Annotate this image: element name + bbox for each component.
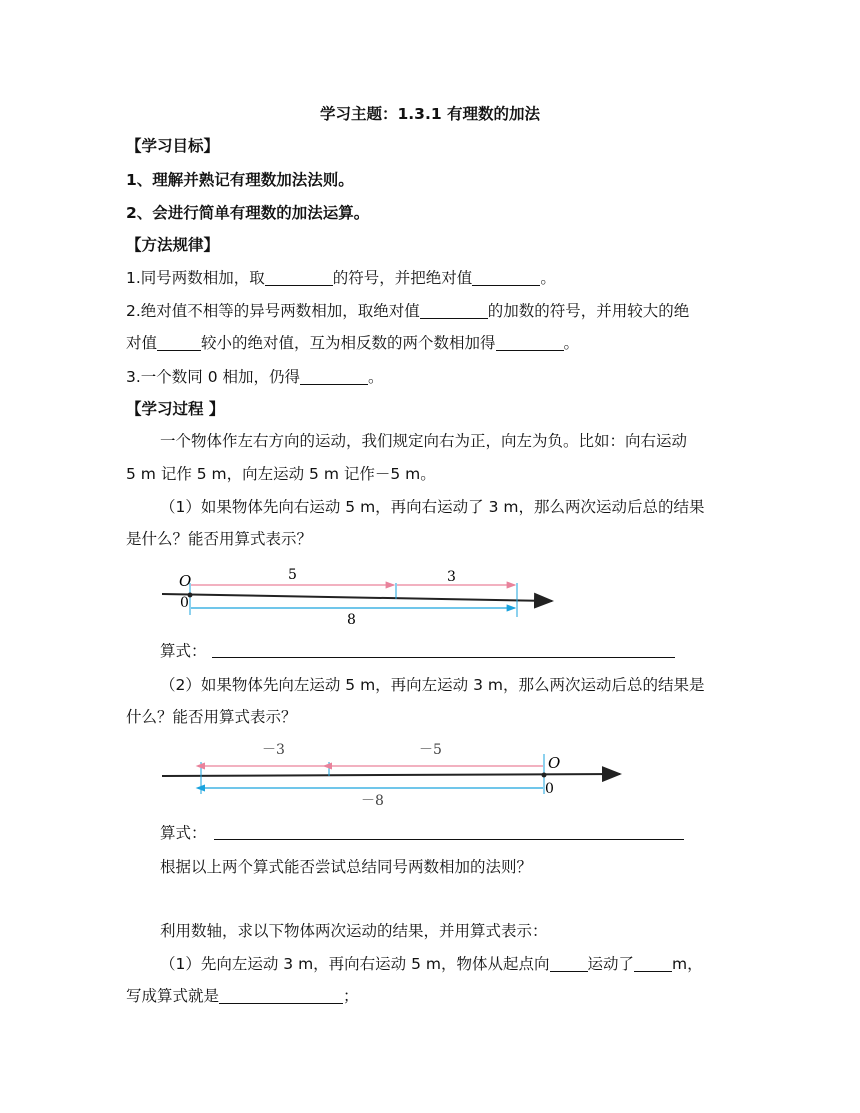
zero-label: 0 xyxy=(180,595,189,611)
objectives-heading: 【学习目标】 xyxy=(126,137,220,155)
number-line-figure-2 xyxy=(160,738,630,806)
rule-2-text-e: 。 xyxy=(563,334,580,352)
question-2-line-1: （2）如果物体先向左运动 5 m，再向左运动 3 m，那么两次运动后总的结果是 xyxy=(160,676,705,694)
total-label: 8 xyxy=(347,612,356,628)
task-1-line-2 xyxy=(126,985,359,1007)
formula-1-label: 算式： xyxy=(160,642,207,660)
page-title: 学习主题：1.3.1 有理数的加法 xyxy=(319,105,541,123)
intro-line-2: 5 m 记作 5 m，向左运动 5 m 记作－5 m。 xyxy=(126,465,436,483)
rule-1-blank-1[interactable] xyxy=(265,269,333,286)
task-intro: 利用数轴，求以下物体两次运动的结果，并用算式表示： xyxy=(160,922,548,940)
task-1-text-e: ； xyxy=(343,987,359,1005)
rule-2-text-d: 较小的绝对值，互为相反数的两个数相加得 xyxy=(201,334,496,352)
formula-1-answer-line[interactable] xyxy=(212,657,675,658)
rule-3 xyxy=(126,366,384,388)
rule-3-text-b: 。 xyxy=(368,368,384,386)
rule-3-text-a: 3.一个数同 0 相加，仍得 xyxy=(126,368,301,386)
rule-2-text-b: 的加数的符号，并用较大的绝 xyxy=(487,302,690,320)
task-1-line-1 xyxy=(160,953,703,975)
origin-label: O xyxy=(179,572,192,590)
task-1-text-d: 写成算式就是 xyxy=(126,987,220,1005)
question-1-line-1: （1）如果物体先向右运动 5 m，再向右运动了 3 m，那么两次运动后总的结果 xyxy=(160,498,705,516)
process-heading: 【学习过程 】 xyxy=(126,400,225,418)
seg-1-label: 5 xyxy=(288,567,297,583)
rule-1-text-b: 的符号，并把绝对值 xyxy=(332,269,473,287)
zero-label-2: 0 xyxy=(545,781,554,797)
task-1-blank-formula[interactable] xyxy=(219,987,343,1004)
rule-2-blank-1[interactable] xyxy=(420,302,488,319)
task-1-text-c: m， xyxy=(672,955,703,973)
axis-line-2 xyxy=(162,774,620,776)
rules-heading: 【方法规律】 xyxy=(126,236,220,254)
question-1-line-2: 是什么？能否用算式表示？ xyxy=(126,530,313,548)
task-1-blank-direction[interactable] xyxy=(550,955,588,972)
rule-2-text-a: 2.绝对值不相等的异号两数相加，取绝对值 xyxy=(126,302,420,320)
seg-2-label: 3 xyxy=(447,569,456,585)
rule-1-text-a: 1.同号两数相加，取 xyxy=(126,269,265,287)
intro-line-1: 一个物体作左右方向的运动，我们规定向右为正，向左为负。比如：向右运动 xyxy=(160,432,688,450)
formula-2-answer-line[interactable] xyxy=(214,839,684,840)
rule-2-text-c: 对值 xyxy=(126,334,158,352)
seg-1-label-2: －3 xyxy=(262,742,285,758)
rule-3-blank[interactable] xyxy=(300,368,368,385)
rule-2-line-1 xyxy=(126,300,689,322)
origin-dot-2 xyxy=(542,773,547,778)
number-line-figure-1 xyxy=(160,565,570,630)
rule-2-blank-3[interactable] xyxy=(496,334,564,351)
rule-2-line-2 xyxy=(126,332,579,354)
task-1-text-b: 运动了 xyxy=(587,955,635,973)
rule-1-blank-2[interactable] xyxy=(472,269,540,286)
objective-item-2: 2、会进行简单有理数的加法运算。 xyxy=(126,204,370,222)
formula-2-label: 算式： xyxy=(160,824,207,842)
rule-2-blank-2[interactable] xyxy=(157,334,201,351)
objective-item-1: 1、理解并熟记有理数加法法则。 xyxy=(126,171,354,189)
task-1-blank-distance[interactable] xyxy=(634,955,672,972)
axis-line xyxy=(162,594,552,601)
rule-1 xyxy=(126,267,556,289)
origin-label-2: O xyxy=(548,754,561,772)
rule-1-text-c: 。 xyxy=(540,269,556,287)
seg-2-label-2: －5 xyxy=(419,742,442,758)
total-label-2: －8 xyxy=(361,793,384,806)
summary-question: 根据以上两个算式能否尝试总结同号两数相加的法则？ xyxy=(160,858,533,876)
question-2-line-2: 什么？能否用算式表示？ xyxy=(126,708,297,726)
task-1-text-a: （1）先向左运动 3 m，再向右运动 5 m，物体从起点向 xyxy=(160,955,550,973)
